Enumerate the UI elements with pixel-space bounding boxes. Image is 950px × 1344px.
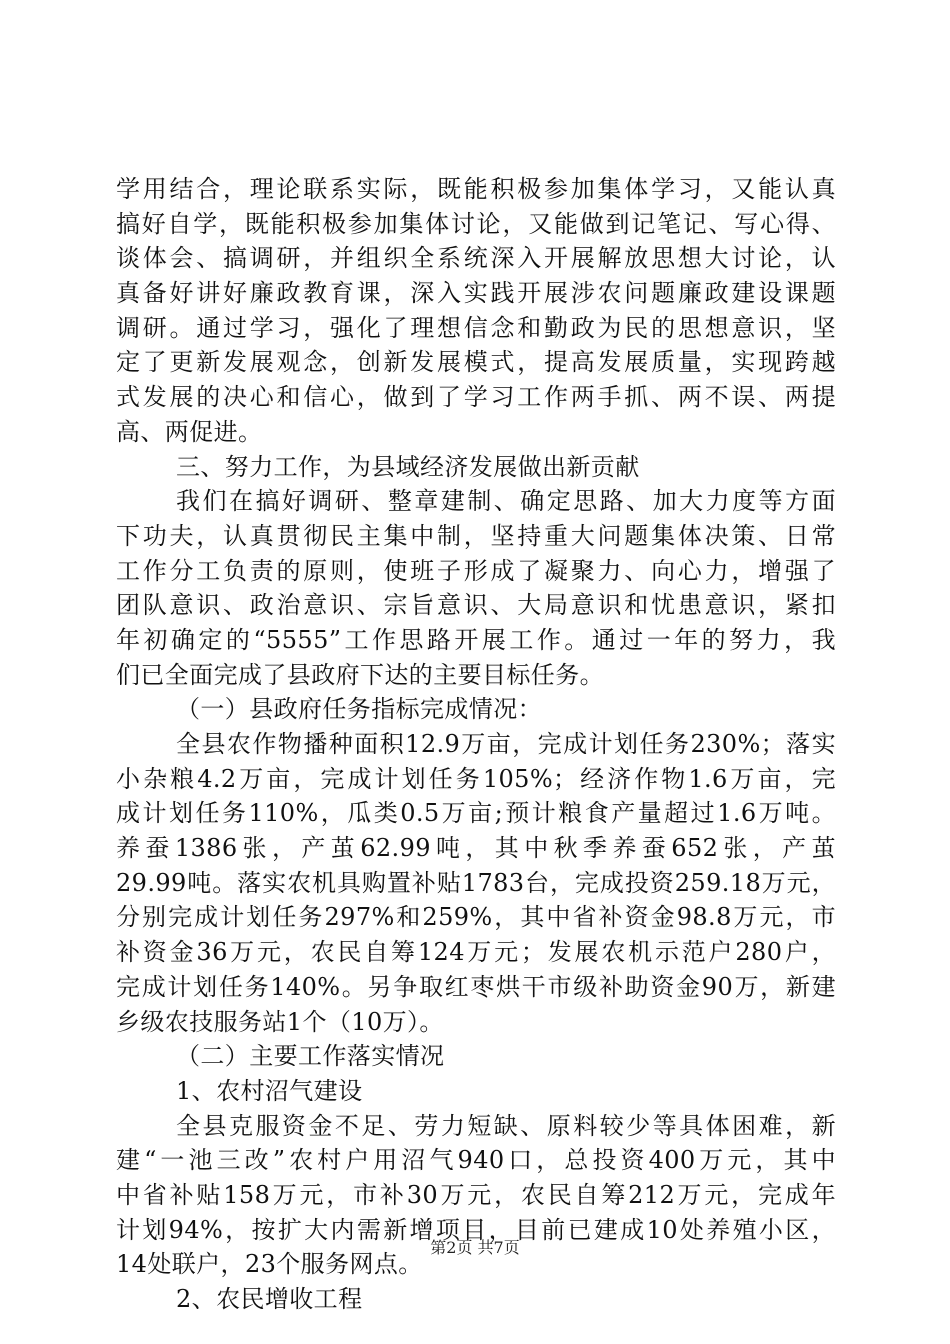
text-line: 搞好自学，既能积极参加集体讨论，又能做到记笔记、写心得、 xyxy=(116,209,836,238)
text-line: 式发展的决心和信心，做到了学习工作两手抓、两不误、两提 xyxy=(116,383,836,412)
text-line: 们已全面完成了县政府下达的主要目标任务。 xyxy=(116,660,604,689)
text-line: （一）县政府任务指标完成情况： xyxy=(176,695,542,724)
text-line: 谈体会、搞调研，并组织全系统深入开展解放思想大讨论，认 xyxy=(116,244,836,273)
text-line: 建“一池三改”农村户用沼气940口，总投资400万元，其中 xyxy=(116,1146,836,1175)
text-line: 真备好讲好廉政教育课，深入实践开展涉农问题廉政建设课题 xyxy=(116,279,836,308)
text-line: 工作分工负责的原则，使班子形成了凝聚力、向心力，增强了 xyxy=(116,556,836,585)
text-line: 2、农民增收工程 xyxy=(176,1285,363,1313)
body-text xyxy=(116,172,836,1317)
text-line: 高、两促进。 xyxy=(116,417,263,446)
text-line: 下功夫，认真贯彻民主集中制，坚持重大问题集体决策、日常 xyxy=(116,521,836,550)
text-line: 1、农村沼气建设 xyxy=(176,1076,363,1105)
text-line: 成计划任务110%，瓜类0.5万亩;预计粮食产量超过1.6万吨。 xyxy=(116,799,836,828)
text-line: 学用结合，理论联系实际，既能积极参加集体学习，又能认真 xyxy=(116,175,836,203)
text-line: 全县克服资金不足、劳力短缺、原料较少等具体困难，新 xyxy=(176,1111,836,1140)
text-line: 补资金36万元，农民自筹124万元；发展农机示范户280户， xyxy=(116,938,836,967)
text-line: （二）主要工作落实情况 xyxy=(176,1042,445,1071)
text-line: 全县农作物播种面积12.9万亩，完成计划任务230%；落实 xyxy=(176,730,836,758)
text-line: 完成计划任务140%。另争取红枣烘干市级补助资金90万，新建 xyxy=(116,972,836,1001)
page-footer: 第2页 共7页 xyxy=(430,1238,520,1257)
text-line: 乡级农技服务站1个（10万）。 xyxy=(116,1007,444,1036)
text-line: 养蚕1386张，产茧62.99吨，其中秋季养蚕652张，产茧 xyxy=(116,834,836,863)
text-line: 分别完成计划任务297%和259%，其中省补资金98.8万元，市 xyxy=(116,903,836,932)
text-line: 计划94%，按扩大内需新增项目，目前已建成10处养殖小区， xyxy=(116,1215,836,1244)
text-line: 调研。通过学习，强化了理想信念和勤政为民的思想意识，坚 xyxy=(116,313,836,342)
text-line: 定了更新发展观念，创新发展模式，提高发展质量，实现跨越 xyxy=(116,348,836,377)
text-line: 14处联户，23个服务网点。 xyxy=(116,1250,423,1279)
text-line: 我们在搞好调研、整章建制、确定思路、加大力度等方面 xyxy=(176,487,836,516)
text-line: 中省补贴158万元，市补30万元，农民自筹212万元，完成年 xyxy=(116,1180,836,1209)
text-line: 三、努力工作，为县域经济发展做出新贡献 xyxy=(176,452,640,481)
text-line: 年初确定的“5555”工作思路开展工作。通过一年的努力，我 xyxy=(116,625,836,654)
text-line: 29.99吨。落实农机具购置补贴1783台，完成投资259.18万元， xyxy=(116,868,836,897)
text-line: 小杂粮4.2万亩，完成计划任务105%；经济作物1.6万亩，完 xyxy=(116,764,836,793)
text-line: 团队意识、政治意识、宗旨意识、大局意识和忧患意识，紧扣 xyxy=(116,591,836,620)
